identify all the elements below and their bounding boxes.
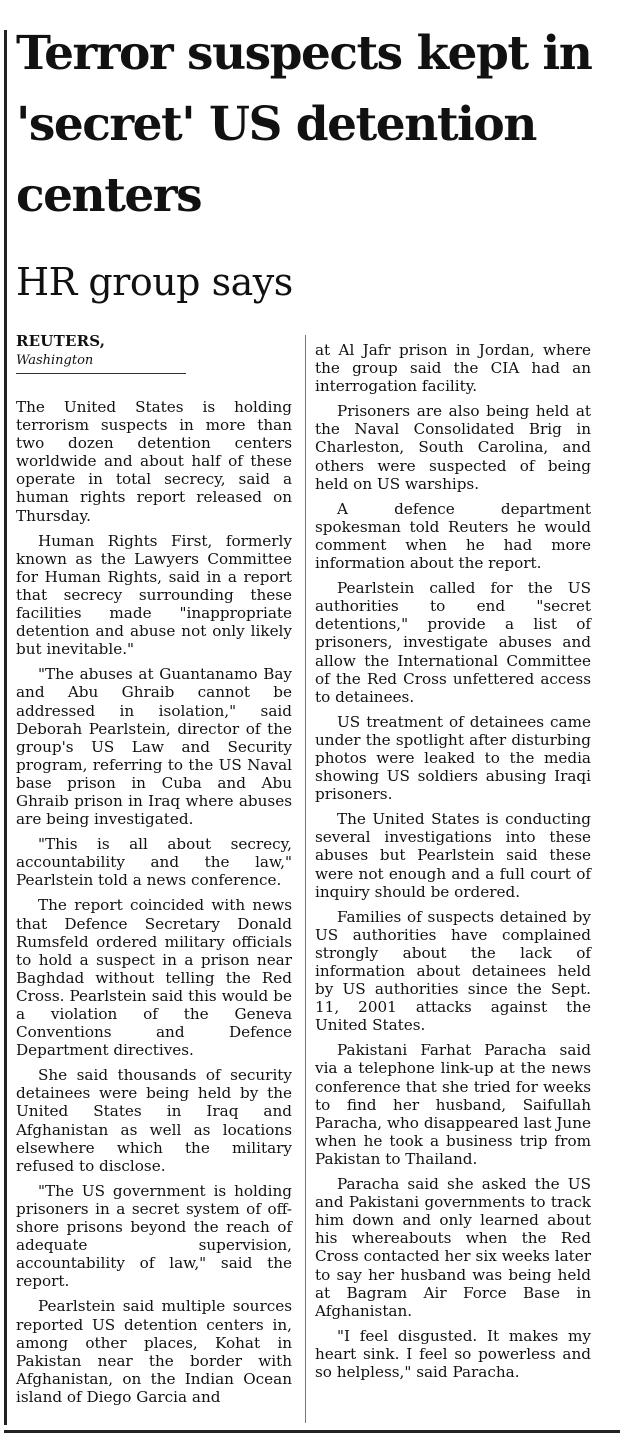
article-headline: Terror suspects kept in 'secret' US detention centers xyxy=(16,26,592,223)
paragraph: Families of suspects detained by US authorities have complained strongly about the lack of information about detainees held by US authorities since the Sept. 11, 2001 attacks against the United States. xyxy=(315,907,591,1035)
article-column-right xyxy=(315,341,591,1388)
dateline-location: Washington xyxy=(16,353,94,368)
paragraph: Pakistani Farhat Paracha said via a telephone link-up at the news conference that she tried for weeks to find her husband, Saifullah Paracha, who disappeared last June when he took a business trip from Pakistan to Thailand. xyxy=(315,1041,591,1168)
paragraph: She said thousands of security detainees were being held by the United States in Iraq and Afghanistan as well as locations elsewhere which the military refused to disclose. xyxy=(16,1066,292,1175)
paragraph: Pearlstein called for the US authorities to end "secret detentions," provide a list of prisoners, investigate abuses and allow the International Committee of the Red Cross unfettered access to detainees. xyxy=(315,579,591,706)
column-divider xyxy=(305,335,306,1423)
clipping-left-border xyxy=(4,30,7,1425)
paragraph: "The US government is holding prisoners in a secret system of off-shore prisons beyond the reach of adequate supervision, accountability of law," said the report. xyxy=(16,1181,292,1291)
clipping-bottom-border xyxy=(4,1430,620,1433)
paragraph: US treatment of detainees came under the spotlight after disturbing photos were leaked to the media showing US soldiers abusing Iraqi prisoners. xyxy=(315,712,591,804)
paragraph: "I feel disgusted. It makes my heart sink. I feel so powerless and so helpless," said Paracha. xyxy=(315,1326,591,1381)
paragraph: Prisoners are also being held at the Naval Consolidated Brig in Charleston, South Carolina, and others were suspected of being held on US warships. xyxy=(315,402,591,493)
article-column-left xyxy=(16,332,292,1413)
paragraph: Human Rights First, formerly known as the Lawyers Committee for Human Rights, said in a report that secrecy surrounding these facilities made "inappropriate detention and abuse not only likely but inevitable." xyxy=(16,531,292,659)
paragraph: "This is all about secrecy, accountability and the law," Pearlstein told a news conference. xyxy=(16,835,292,890)
article-subheadline: HR group says xyxy=(16,260,293,304)
paragraph: A defence department spokesman told Reuters he would comment when he had more information about the report. xyxy=(315,499,591,573)
dateline xyxy=(16,332,186,374)
paragraph: Pearlstein said multiple sources reported US detention centers in, among other places, Kohat in Pakistan near the border with Afghanistan, on the Indian Ocean island of Diego Garcia and xyxy=(16,1297,292,1406)
news-agency: REUTERS, xyxy=(16,332,106,350)
paragraph: at Al Jafr prison in Jordan, where the group said the CIA had an interrogation facility. xyxy=(315,341,591,396)
paragraph: The United States is holding terrorism suspects in more than two dozen detention centers worldwide and about half of these operate in total secrecy, said a human rights report released on Thursday. xyxy=(16,398,292,525)
paragraph: Paracha said she asked the US and Pakistani governments to track him down and only learned about his whereabouts when the Red Cross contacted her six weeks later to say her husband was being held at Bagram Air Force Base in Afghanistan. xyxy=(315,1175,591,1320)
paragraph: The report coincided with news that Defence Secretary Donald Rumsfeld ordered military officials to hold a suspect in a prison near Baghdad without telling the Red Cross. Pearlstein said this would be a violation of the Geneva Conventions and Defence Department directives. xyxy=(16,896,292,1060)
paragraph: "The abuses at Guantanamo Bay and Abu Ghraib cannot be addressed in isolation," said Deborah Pearlstein, director of the group's US Law and Security program, referring to the US Naval base prison in Cuba and Abu Ghraib prison in Iraq where abuses are being investigated. xyxy=(16,665,292,829)
paragraph: The United States is conducting several investigations into these abuses but Pearlstein said these were not enough and a full court of inquiry should be ordered. xyxy=(315,810,591,901)
